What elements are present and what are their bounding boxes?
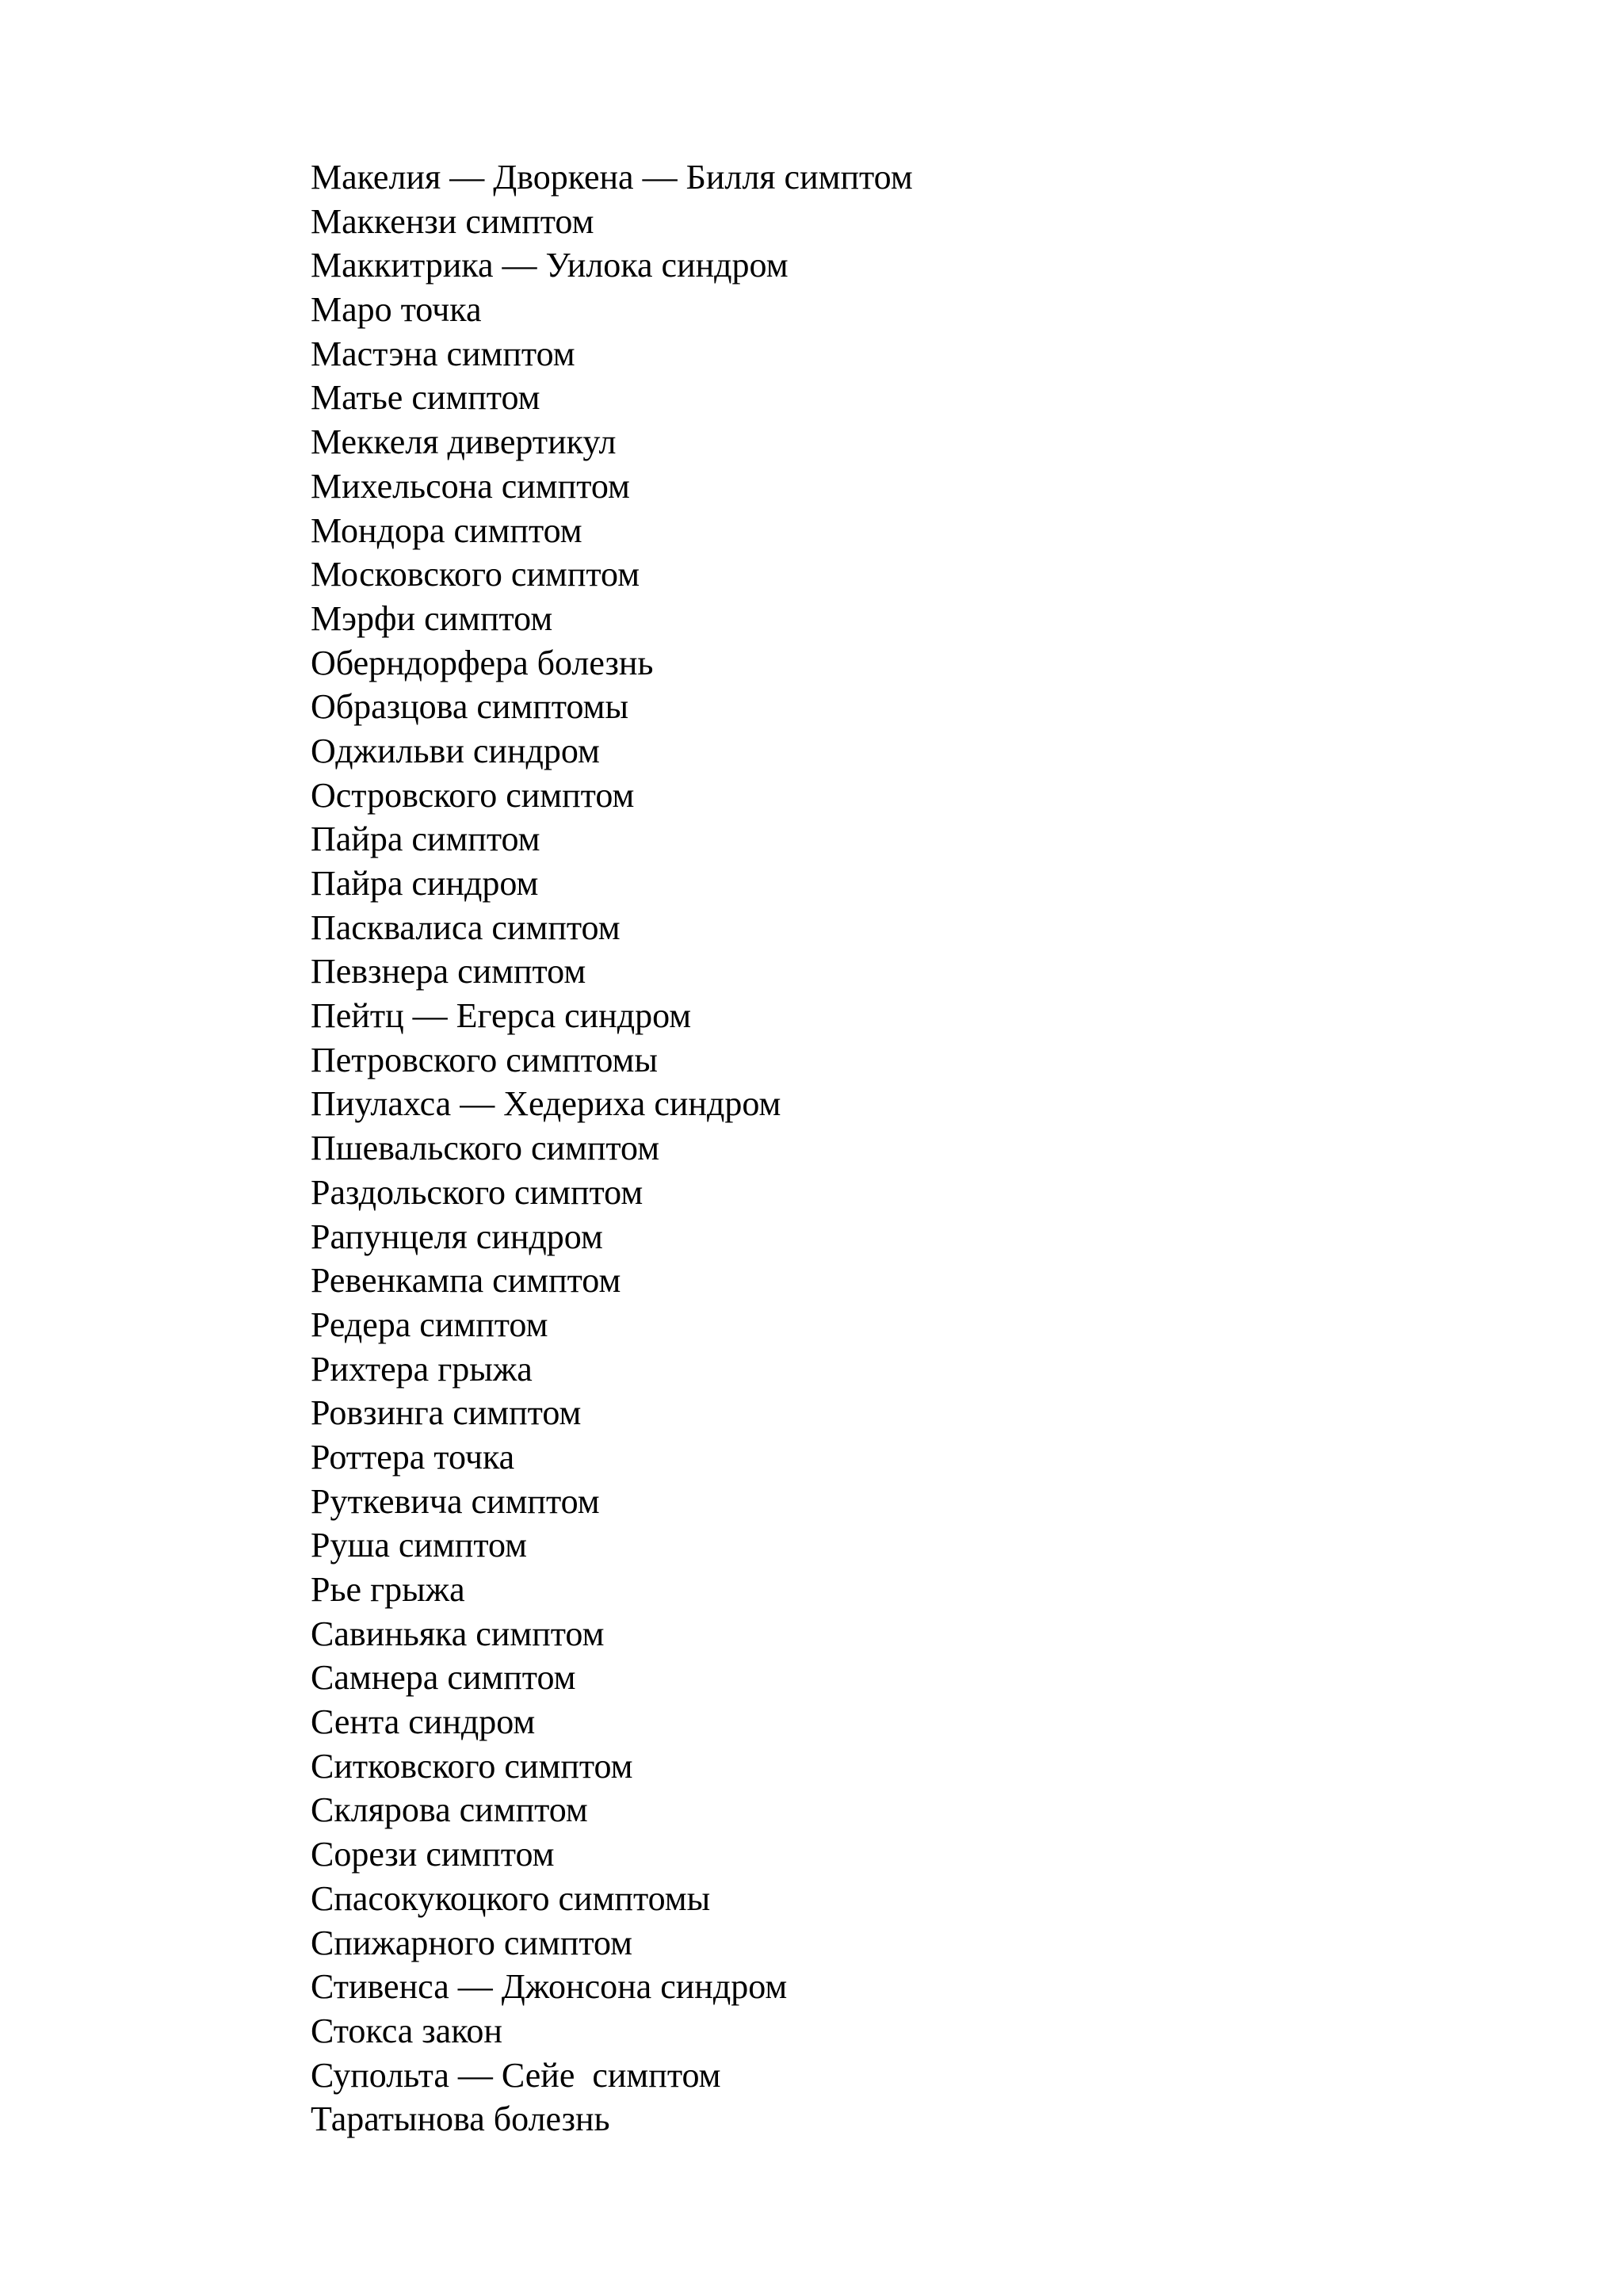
list-item: Раздольского симптом: [311, 1172, 643, 1212]
list-item: Макелия — Дворкена — Билля симптом: [311, 158, 913, 197]
list-item: Мастэна симптом: [311, 334, 575, 373]
list-item: Рье грыжа: [311, 1570, 465, 1609]
eponym-term-list: [311, 155, 913, 2141]
list-item: Маккензи симптом: [311, 201, 594, 241]
list-item: Стокса закон: [311, 2011, 502, 2050]
list-item: Пейтц — Егерса синдром: [311, 996, 692, 1036]
list-item: Певзнера симптом: [311, 952, 586, 991]
list-item: Маккитрика — Уилока синдром: [311, 246, 789, 285]
list-item: Михельсона симптом: [311, 466, 630, 506]
list-item: Матье симптом: [311, 378, 540, 418]
list-item: Стивенса — Джонсона синдром: [311, 1967, 788, 2007]
list-item: Пиулахса — Хедериха синдром: [311, 1084, 781, 1124]
list-item: Супольта — Сейе симптом: [311, 2055, 721, 2095]
list-item: Маро точка: [311, 290, 482, 330]
list-item: Рапунцеля синдром: [311, 1217, 603, 1256]
list-item: Савиньяка симптом: [311, 1614, 605, 1653]
list-item: Петровского симптомы: [311, 1040, 658, 1079]
list-item: Островского симптом: [311, 775, 635, 815]
list-item: Оберндорфера болезнь: [311, 643, 654, 682]
list-item: Пайра синдром: [311, 864, 539, 903]
list-item: Пшевальского симптом: [311, 1129, 660, 1168]
list-item: Московского симптом: [311, 555, 640, 594]
list-item: Пасквалиса симптом: [311, 907, 621, 947]
list-item: Роттера точка: [311, 1437, 515, 1477]
list-item: Оджильви синдром: [311, 731, 600, 770]
list-item: Руткевича симптом: [311, 1481, 600, 1521]
list-item: Ревенкампа симптом: [311, 1261, 621, 1301]
list-item: Ситковского симптом: [311, 1746, 633, 1786]
list-item: Мондора симптом: [311, 510, 582, 550]
list-item: Сорези симптом: [311, 1835, 555, 1874]
list-item: Пайра симптом: [311, 819, 540, 859]
list-item: Мэрфи симптом: [311, 598, 553, 638]
list-item: Меккеля дивертикул: [311, 422, 617, 462]
list-item: Ровзинга симптом: [311, 1393, 582, 1433]
list-item: Руша симптом: [311, 1526, 528, 1565]
list-item: Таратынова болезнь: [311, 2099, 610, 2139]
list-item: Самнера симптом: [311, 1658, 576, 1698]
list-item: Редера симптом: [311, 1305, 548, 1344]
list-item: Рихтера грыжа: [311, 1349, 533, 1389]
list-item: Спижарного симптом: [311, 1923, 632, 1962]
list-item: Склярова симптом: [311, 1790, 588, 1830]
list-item: Спасокукоцкого симптомы: [311, 1878, 711, 1918]
list-item: Образцова симптомы: [311, 687, 629, 727]
list-item: Сента синдром: [311, 1702, 536, 1742]
